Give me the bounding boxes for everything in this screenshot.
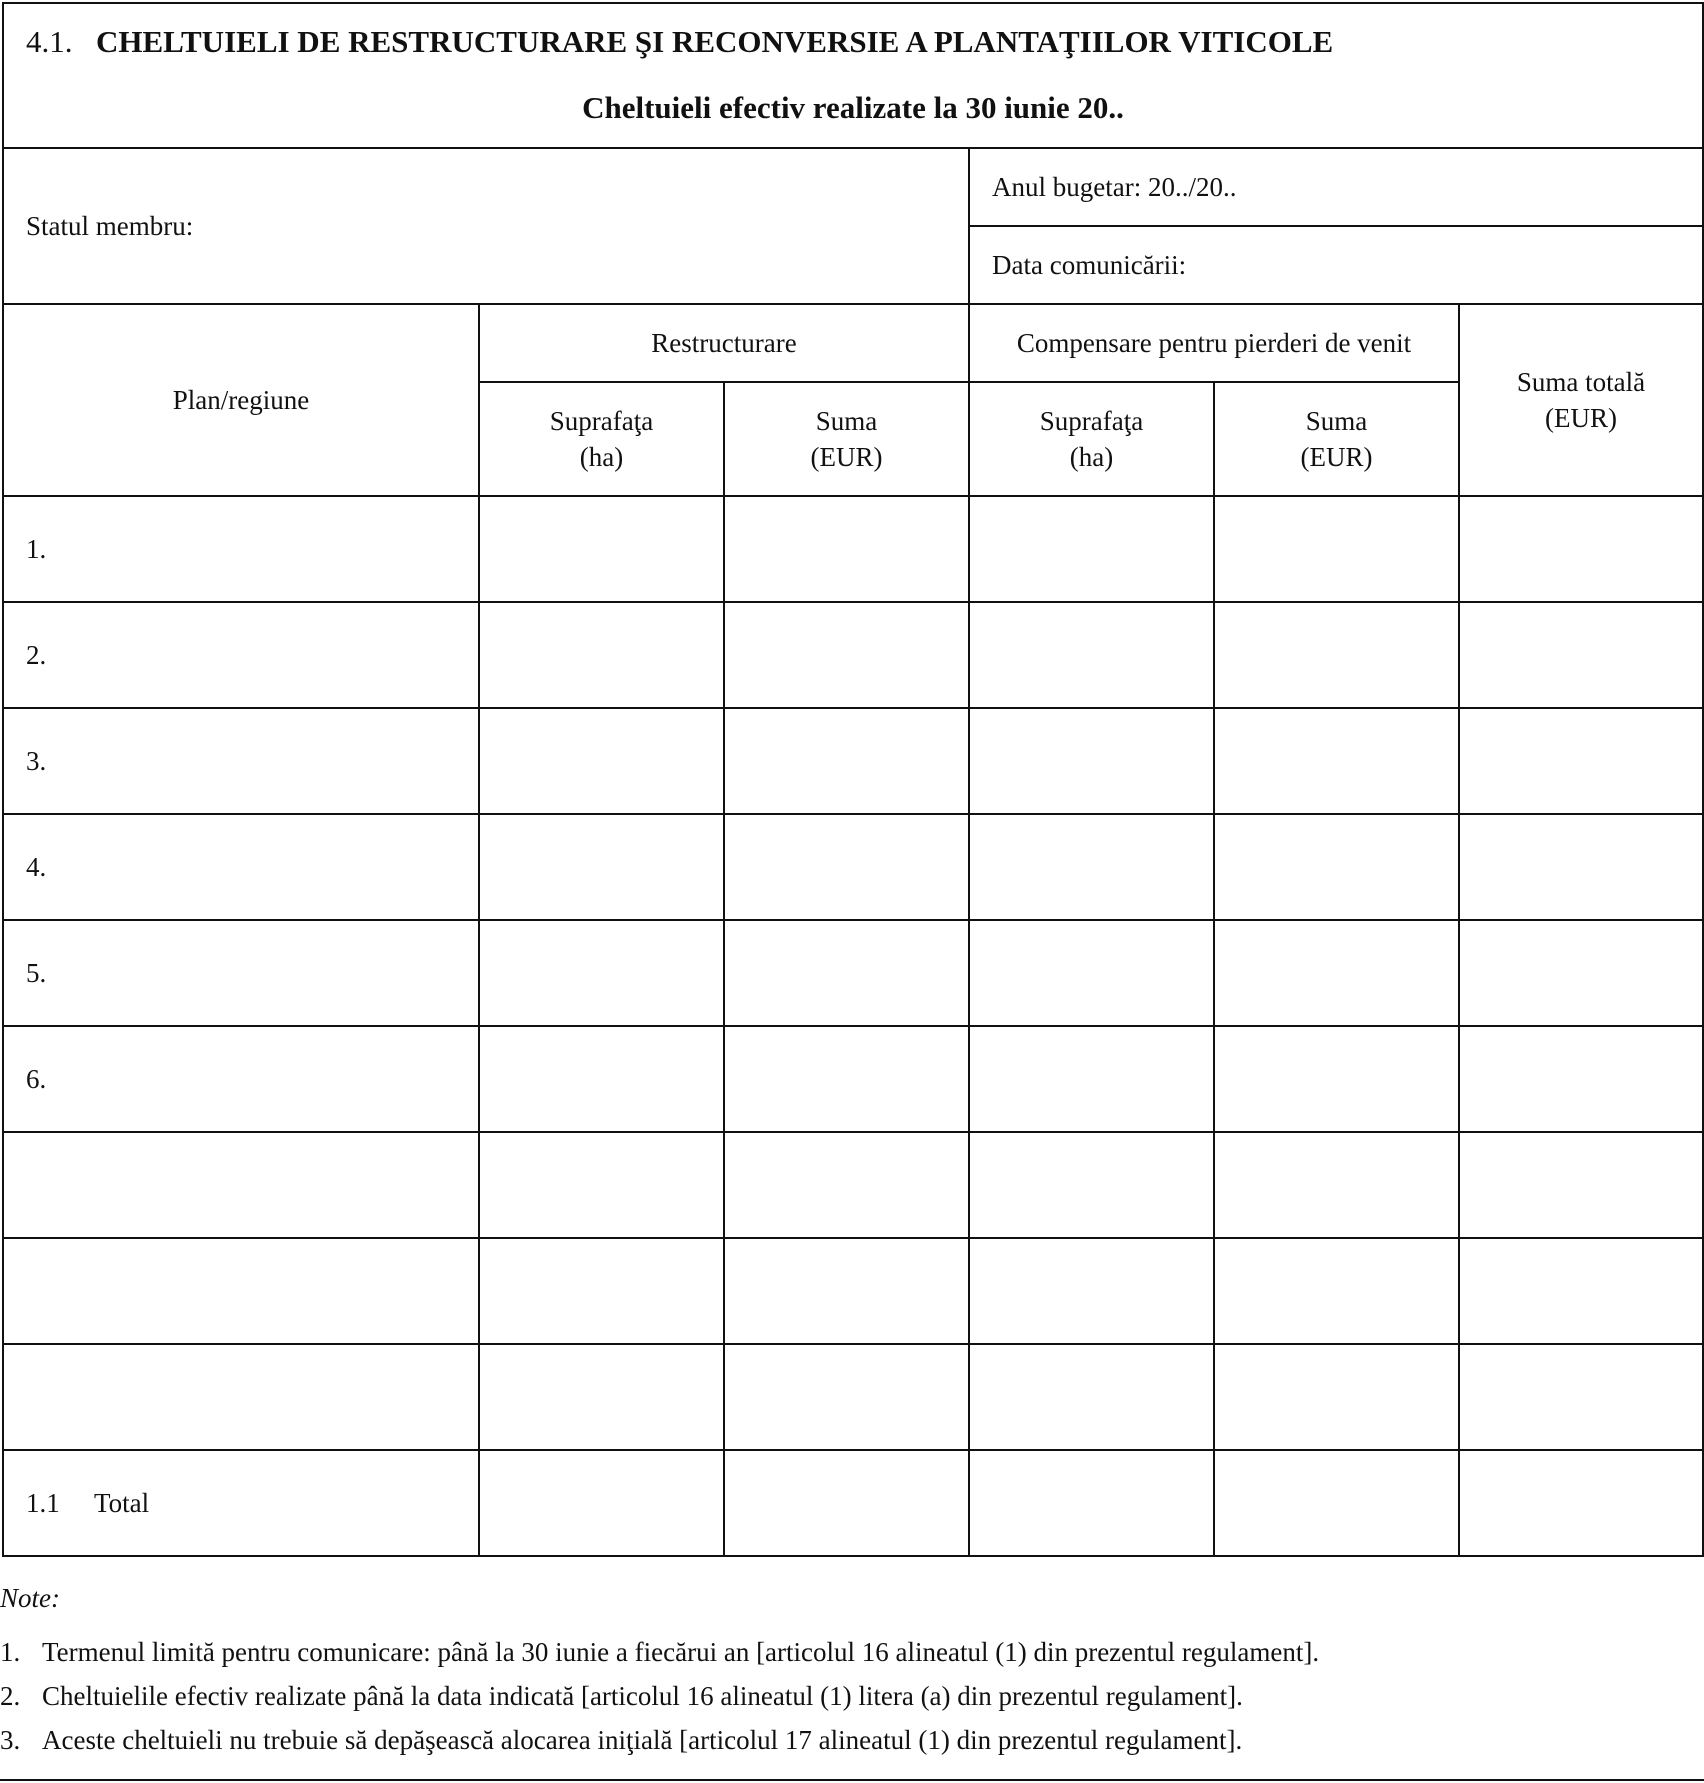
table-cell[interactable] [1459,1132,1703,1238]
row-label: 1. [3,496,479,602]
form-subtitle: Cheltuieli efectiv realizate la 30 iunie 20.. [582,90,1124,125]
row-label: 2. [3,602,479,708]
note-item [0,1718,1700,1762]
table-row [3,708,1703,814]
col-header-plan: Plan/regiune [3,304,479,496]
table-row [3,602,1703,708]
table-cell[interactable] [1459,708,1703,814]
table-cell[interactable] [1459,602,1703,708]
table-cell[interactable] [1214,602,1459,708]
notes-section [0,1583,1700,1762]
col-header-line2: (ha) [579,442,624,472]
col-header-restructuring-area [479,382,724,496]
row-label: 3. [3,708,479,814]
table-cell[interactable] [724,708,969,814]
note-item [0,1630,1700,1674]
table-cell[interactable] [969,814,1214,920]
table-cell[interactable] [724,1450,969,1556]
table-cell[interactable] [1214,1450,1459,1556]
table-cell[interactable] [1459,1450,1703,1556]
table-cell[interactable] [479,496,724,602]
member-state-field[interactable] [3,148,969,304]
table-cell[interactable] [1214,1132,1459,1238]
table-cell[interactable] [1214,1238,1459,1344]
communication-date-field[interactable] [969,226,1703,304]
table-cell[interactable] [1459,814,1703,920]
note-text: Cheltuielile efectiv realizate până la data indicată [articolul 16 alineatul (1) litera (a) din prezentul regulament]. [42,1681,1243,1711]
table-cell[interactable] [1459,1238,1703,1344]
col-header-line2: (EUR) [1300,442,1373,472]
table-cell[interactable] [724,814,969,920]
col-header-restructuring-amount [724,382,969,496]
table-cell[interactable] [1459,496,1703,602]
table-cell[interactable] [969,602,1214,708]
table-cell[interactable] [479,1450,724,1556]
row-label[interactable] [3,1344,479,1450]
table-cell[interactable] [1214,708,1459,814]
communication-date-label: Data comunicării: [992,249,1187,280]
total-label: Total [94,1487,150,1518]
table-cell[interactable] [1459,920,1703,1026]
note-number: 3. [0,1725,21,1755]
col-header-line1: Suprafaţa [1039,406,1144,436]
table-cell[interactable] [479,708,724,814]
note-number: 1. [0,1637,21,1667]
row-label: 6. [3,1026,479,1132]
total-number: 1.1 [26,1487,60,1518]
form-header [3,3,1703,148]
table-cell[interactable] [479,1132,724,1238]
table-cell[interactable] [724,1238,969,1344]
table-cell[interactable] [969,1450,1214,1556]
section-title-text: CHELTUIELI DE RESTRUCTURARE ŞI RECONVERSIE A PLANTAŢIILOR VITICOLE [96,24,1334,59]
row-label: 5. [3,920,479,1026]
row-label[interactable] [3,1238,479,1344]
col-header-line1: Suma [1305,406,1368,436]
table-cell[interactable] [479,1026,724,1132]
note-number: 2. [0,1681,21,1711]
col-header-compensation-area [969,382,1214,496]
table-cell[interactable] [969,1344,1214,1450]
bottom-divider [0,1779,1704,1781]
table-cell[interactable] [479,602,724,708]
table-cell[interactable] [724,602,969,708]
table-row [3,1344,1703,1450]
table-cell[interactable] [479,814,724,920]
table-cell[interactable] [479,920,724,1026]
group-header-restructuring: Restructurare [479,304,969,382]
table-cell[interactable] [969,708,1214,814]
col-header-line2: (ha) [1069,442,1114,472]
col-header-total-line1: Suma totală [1516,367,1646,397]
table-cell[interactable] [1214,814,1459,920]
row-label[interactable] [3,1132,479,1238]
table-row [3,814,1703,920]
member-state-label: Statul membru: [26,210,194,241]
table-cell[interactable] [1214,496,1459,602]
col-header-compensation-amount [1214,382,1459,496]
section-title [26,24,1333,60]
col-header-line2: (EUR) [810,442,883,472]
group-header-compensation: Compensare pentru pierderi de venit [969,304,1459,382]
note-text: Termenul limită pentru comunicare: până la 30 iunie a fiecărui an [articolul 16 alineatul (1) din prezentul regulament]. [42,1637,1320,1667]
col-header-line1: Suprafaţa [549,406,654,436]
section-number: 4.1. [26,24,73,59]
col-header-total [1459,304,1703,496]
col-header-line1: Suma [815,406,878,436]
table-cell[interactable] [724,920,969,1026]
table-cell[interactable] [1459,1344,1703,1450]
budget-year-label: Anul bugetar: 20../20.. [992,171,1237,202]
table-cell[interactable] [479,1238,724,1344]
row-label: 4. [3,814,479,920]
table-cell[interactable] [969,496,1214,602]
table-cell[interactable] [969,1026,1214,1132]
table-row [3,1238,1703,1344]
budget-year-field[interactable] [969,148,1703,226]
table-cell[interactable] [1214,1344,1459,1450]
table-cell[interactable] [969,1132,1214,1238]
table-cell[interactable] [724,1132,969,1238]
table-cell[interactable] [479,1344,724,1450]
expenditure-form-table [2,2,1704,1557]
total-row [3,1450,1703,1556]
total-row-label [3,1450,479,1556]
note-text: Aceste cheltuieli nu trebuie să depăşească alocarea iniţială [articolul 17 alineatul (1) din prezentul regulament]. [42,1725,1243,1755]
table-row [3,1132,1703,1238]
notes-title: Note: [0,1583,60,1613]
table-cell[interactable] [724,1344,969,1450]
table-row [3,920,1703,1026]
table-row [3,1026,1703,1132]
table-cell[interactable] [1459,1026,1703,1132]
table-cell[interactable] [969,920,1214,1026]
table-cell[interactable] [1214,920,1459,1026]
table-row [3,496,1703,602]
table-cell[interactable] [724,1026,969,1132]
table-cell[interactable] [969,1238,1214,1344]
table-cell[interactable] [724,496,969,602]
table-cell[interactable] [1214,1026,1459,1132]
col-header-total-line2: (EUR) [1545,403,1617,433]
note-item [0,1674,1700,1718]
